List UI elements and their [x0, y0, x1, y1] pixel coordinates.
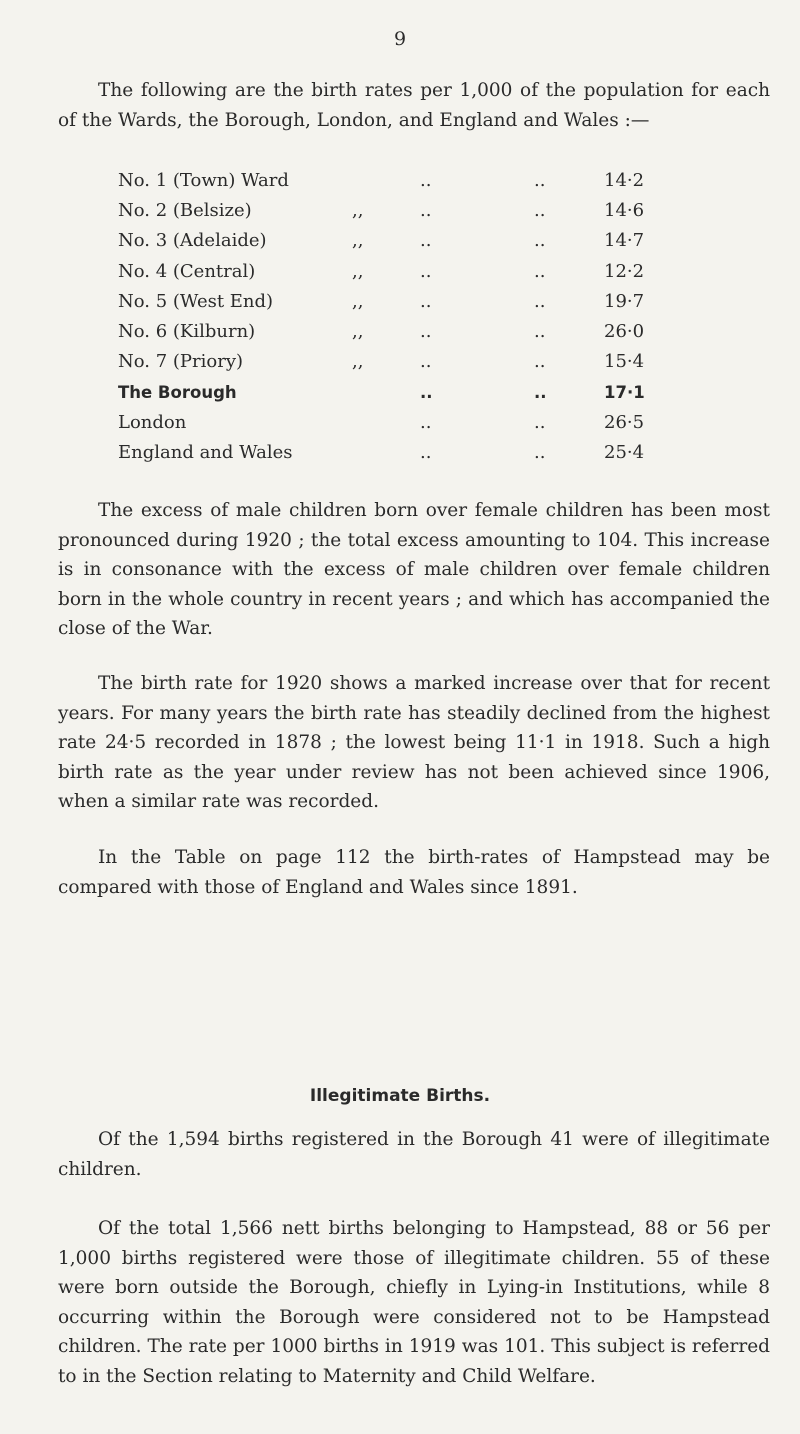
leader-dots: ..	[534, 169, 546, 191]
leader-dots: ..	[534, 230, 546, 252]
ditto-mark: ,,	[352, 351, 364, 373]
leader-dots: ..	[534, 351, 546, 373]
birth-rate-table	[118, 165, 664, 468]
rate-label: No. 3 (Adelaide)	[118, 230, 267, 252]
ditto-mark: ,,	[352, 290, 364, 312]
rate-label: London	[118, 412, 187, 434]
rate-value: 17·1	[604, 382, 645, 402]
rate-label: The Borough	[118, 382, 237, 402]
rate-row	[118, 347, 664, 377]
leader-dots: ..	[534, 290, 546, 312]
nett-births-paragraph: Of the total 1,566 nett births belonging to Hampstead, 88 or 56 per 1,000 births registered were those of illegitimate children. 55 of these were born outside the Borough, chiefly in Lying-in Institutions, while 8 occurring within the Borough were considered not to be Hampstead children. The rate per 1000 births in 1919 was 101. This subject is referred to in the Section relating to Maternity and Child Welfare.	[58, 1218, 770, 1387]
rate-label: England and Wales	[118, 442, 293, 464]
rate-value: 14·6	[604, 199, 645, 221]
rate-value: 26·5	[604, 412, 645, 434]
intro-paragraph: The following are the birth rates per 1,000 of the population for each of the Wards, the Borough, London, and England and Wales :—	[58, 80, 770, 131]
leader-dots: ..	[534, 199, 546, 221]
table-reference-paragraph: In the Table on page 112 the birth-rates of Hampstead may be compared with those of England and Wales since 1891.	[58, 847, 770, 898]
leader-dots: ..	[420, 230, 432, 252]
leader-dots: ..	[420, 442, 432, 464]
rate-label: No. 2 (Belsize)	[118, 199, 252, 221]
leader-dots: ..	[534, 260, 546, 282]
leader-dots: ..	[420, 412, 432, 434]
ditto-mark: ,,	[352, 230, 364, 252]
birth-rate-paragraph: The birth rate for 1920 shows a marked increase over that for recent years. For many years the birth rate has steadily declined from the highest rate 24·5 recorded in 1878 ; the lowest being 11·1 in 1918. Such a high birth rate as the year under review has not been achieved since 1906, when a similar rate was recorded.	[58, 673, 770, 812]
rate-row	[118, 286, 664, 316]
rate-label: No. 5 (West End)	[118, 290, 274, 312]
ditto-mark	[352, 165, 420, 195]
rate-value: 15·4	[604, 351, 645, 373]
leader-dots: ..	[534, 442, 546, 464]
leader-dots: ..	[420, 260, 432, 282]
leader-dots: ..	[420, 382, 433, 402]
leader-dots: ..	[420, 169, 432, 191]
leader-dots: ..	[420, 321, 432, 343]
ditto-mark: ,,	[352, 321, 364, 343]
rate-value: 14·2	[604, 169, 645, 191]
rate-row	[118, 407, 664, 437]
rate-value: 19·7	[604, 290, 645, 312]
leader-dots: ..	[420, 351, 432, 373]
ditto-mark	[352, 438, 420, 468]
ditto-mark: ,,	[352, 260, 364, 282]
registered-paragraph: Of the 1,594 births registered in the Borough 41 were of illegitimate children.	[58, 1129, 770, 1180]
rate-row	[118, 226, 664, 256]
leader-dots: ..	[420, 290, 432, 312]
ditto-mark	[352, 407, 420, 437]
illegitimate-births-heading: Illegitimate Births.	[309, 1086, 491, 1106]
leader-dots: ..	[534, 412, 546, 434]
rate-row	[118, 256, 664, 286]
rate-value: 12·2	[604, 260, 645, 282]
ditto-mark	[352, 377, 420, 407]
leader-dots: ..	[420, 199, 432, 221]
rate-value: 14·7	[604, 230, 645, 252]
rate-value: 26·0	[604, 321, 645, 343]
rate-row	[118, 165, 664, 195]
leader-dots: ..	[534, 382, 547, 402]
rate-row	[118, 195, 664, 225]
excess-paragraph: The excess of male children born over female children has been most pronounced during 1920 ; the total excess amounting to 104. This increase is in consonance with the excess of male children over female children born in the whole country in recent years ; and which has accompanied the close of the War.	[58, 500, 770, 639]
rate-row	[118, 377, 664, 407]
page-number: 9	[393, 28, 407, 50]
rate-label: No. 1 (Town) Ward	[118, 169, 289, 191]
rate-row	[118, 316, 664, 346]
leader-dots: ..	[534, 321, 546, 343]
rate-label: No. 6 (Kilburn)	[118, 321, 256, 343]
rate-label: No. 7 (Priory)	[118, 351, 244, 373]
rate-value: 25·4	[604, 442, 645, 464]
ditto-mark: ,,	[352, 199, 364, 221]
rate-row	[118, 438, 664, 468]
rate-label: No. 4 (Central)	[118, 260, 256, 282]
